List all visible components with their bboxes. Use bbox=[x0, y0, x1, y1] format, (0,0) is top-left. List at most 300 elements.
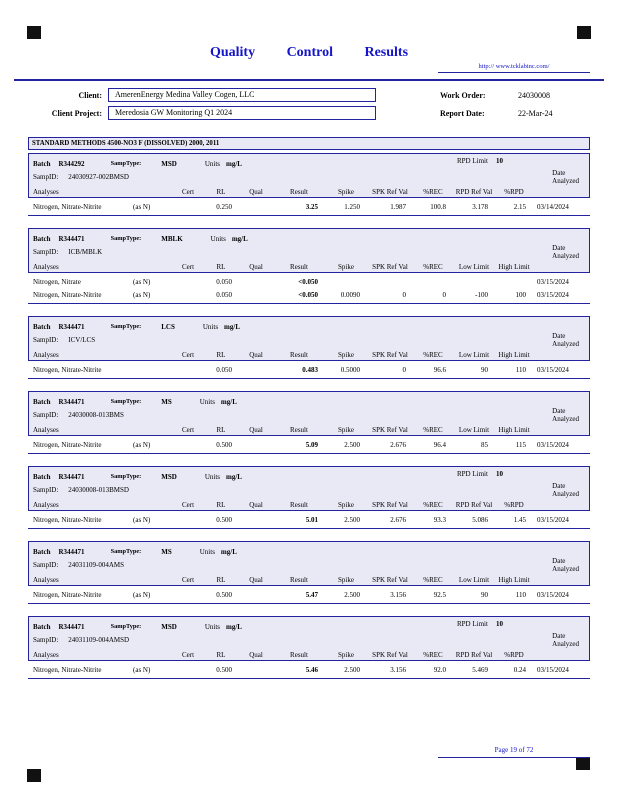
samptype-label: SampType: bbox=[110, 548, 142, 555]
samptype-label: SampType: bbox=[110, 473, 142, 480]
col-header-qual: Qual bbox=[249, 501, 263, 509]
batch-header-box bbox=[28, 153, 590, 198]
rec-value: 93.3 bbox=[433, 515, 446, 524]
col-header-cert: Cert bbox=[181, 351, 195, 359]
date-analyzed-header bbox=[552, 632, 579, 649]
result-value: 5.09 bbox=[305, 440, 318, 449]
rec-value: 92.0 bbox=[433, 665, 446, 674]
col-header-result: Result bbox=[290, 351, 308, 359]
col-header-lim2: %RPD bbox=[504, 188, 524, 196]
col-header-rec: %REC bbox=[423, 651, 443, 659]
analyte-asn: (as N) bbox=[133, 202, 151, 211]
spike-value: 0.5000 bbox=[340, 365, 360, 374]
lim1-value: 90 bbox=[481, 590, 488, 599]
sampid-line bbox=[33, 633, 585, 649]
analyte-row bbox=[33, 513, 590, 526]
analyte-rows bbox=[28, 198, 590, 216]
lim1-value: 3.178 bbox=[472, 202, 488, 211]
col-header-qual: Qual bbox=[249, 188, 263, 196]
batch-header-box bbox=[28, 616, 590, 661]
rec-value: 96.6 bbox=[433, 365, 446, 374]
col-header-result: Result bbox=[290, 501, 308, 509]
method-header-bar: STANDARD METHODS 4500-NO3 F (DISSOLVED) 2000, 2011 bbox=[28, 137, 590, 150]
lim1-value: 85 bbox=[481, 440, 488, 449]
col-header-cert: Cert bbox=[181, 188, 195, 196]
sampid-value: 24030927-002BMSD bbox=[68, 172, 129, 181]
date-label: Date bbox=[552, 557, 566, 565]
sampid-label: SampID: bbox=[33, 247, 59, 256]
rec-value: 92.5 bbox=[433, 590, 446, 599]
registration-mark-bottom-left bbox=[27, 769, 41, 782]
lim2-value: 110 bbox=[515, 365, 526, 374]
date-label: Date bbox=[552, 169, 566, 177]
batch-number: R344292 bbox=[58, 159, 85, 168]
col-header-result: Result bbox=[290, 651, 308, 659]
col-header-rl: RL bbox=[216, 426, 226, 434]
col-header-spk-ref: SPK Ref Val bbox=[372, 426, 408, 434]
column-headers bbox=[33, 646, 585, 660]
analyte-row bbox=[33, 288, 590, 301]
units-value: mg/L bbox=[231, 234, 248, 243]
col-header-analyses: Analyses bbox=[33, 263, 59, 271]
samptype-value: LCS bbox=[161, 322, 175, 331]
batch-line bbox=[33, 232, 585, 245]
report-date-label: Report Date: bbox=[440, 108, 485, 118]
units-value: mg/L bbox=[224, 322, 240, 331]
analyzed-label: Analyzed bbox=[552, 640, 579, 649]
qc-section-lcs bbox=[28, 316, 590, 379]
column-headers bbox=[33, 183, 585, 197]
batch-header-box bbox=[28, 316, 590, 361]
qc-section-msd-1 bbox=[28, 153, 590, 216]
lim2-value: 110 bbox=[515, 590, 526, 599]
lab-url-link[interactable]: http:// www.tcklabinc.com/ bbox=[438, 63, 590, 73]
lim1-value: 90 bbox=[481, 365, 488, 374]
col-header-lim1: Low Limit bbox=[458, 263, 490, 271]
batch-label: Batch bbox=[33, 547, 51, 556]
date-analyzed-header bbox=[552, 407, 579, 424]
header-rule bbox=[14, 79, 604, 81]
client-value: AmerenEnergy Medina Valley Cogen, LLC bbox=[108, 88, 376, 102]
col-header-qual: Qual bbox=[249, 263, 263, 271]
date-analyzed-header bbox=[552, 482, 579, 499]
units-value: mg/L bbox=[225, 159, 242, 168]
analyte-rows bbox=[28, 511, 590, 529]
date-analyzed-header bbox=[552, 557, 579, 574]
rl-value: 0.500 bbox=[216, 590, 232, 599]
sampid-line bbox=[33, 408, 585, 424]
analyte-rows bbox=[28, 436, 590, 454]
analyte-rows bbox=[28, 273, 590, 304]
batch-number: R344471 bbox=[58, 397, 85, 406]
batch-line bbox=[33, 157, 585, 170]
analyte-rows bbox=[28, 586, 590, 604]
analyte-row bbox=[33, 438, 590, 451]
col-header-lim1: RPD Ref Val bbox=[455, 188, 493, 196]
rl-value: 0.050 bbox=[216, 290, 232, 299]
col-header-lim1: RPD Ref Val bbox=[455, 651, 493, 659]
analyzed-label: Analyzed bbox=[552, 490, 579, 499]
date-analyzed-value: 03/15/2024 bbox=[537, 665, 569, 674]
batch-number: R344471 bbox=[58, 472, 85, 481]
col-header-rl: RL bbox=[216, 351, 226, 359]
date-label: Date bbox=[552, 632, 566, 640]
samptype-label: SampType: bbox=[110, 623, 142, 630]
analyzed-label: Analyzed bbox=[552, 340, 579, 349]
samptype-label: SampType: bbox=[110, 235, 142, 242]
rpd-limit bbox=[457, 470, 503, 478]
col-header-rec: %REC bbox=[423, 576, 443, 584]
lim2-value: 1.45 bbox=[513, 515, 526, 524]
sampid-line bbox=[33, 245, 585, 261]
rec-value: 100.8 bbox=[430, 202, 446, 211]
col-header-analyses: Analyses bbox=[33, 501, 59, 509]
page-title: Quality Control Results bbox=[209, 45, 409, 60]
sampid-line bbox=[33, 558, 585, 574]
units-label: Units bbox=[202, 322, 219, 331]
col-header-spk-ref: SPK Ref Val bbox=[372, 576, 408, 584]
rl-value: 0.050 bbox=[216, 365, 232, 374]
column-headers bbox=[33, 346, 585, 360]
analyte-name: Nitrogen, Nitrate-Nitrite bbox=[33, 590, 102, 599]
result-value: <0.050 bbox=[298, 277, 318, 286]
sampid-value: 24031109-004AMS bbox=[68, 560, 125, 569]
col-header-rec: %REC bbox=[423, 351, 443, 359]
lim2-value: 0.24 bbox=[513, 665, 526, 674]
col-header-cert: Cert bbox=[181, 263, 195, 271]
analyte-rows bbox=[28, 661, 590, 679]
sampid-value: ICB/MBLK bbox=[68, 247, 103, 256]
col-header-rl: RL bbox=[216, 576, 226, 584]
spk-ref-value: 0 bbox=[402, 290, 406, 299]
date-analyzed-value: 03/15/2024 bbox=[537, 365, 569, 374]
sampid-line bbox=[33, 170, 585, 186]
samptype-value: MSD bbox=[161, 472, 177, 481]
sampid-value: ICV/LCS bbox=[68, 335, 96, 344]
col-header-analyses: Analyses bbox=[33, 651, 59, 659]
result-value: 3.25 bbox=[305, 202, 318, 211]
report-date-group bbox=[440, 109, 590, 118]
col-header-qual: Qual bbox=[249, 426, 263, 434]
col-header-spike: Spike bbox=[338, 576, 354, 584]
col-header-analyses: Analyses bbox=[33, 188, 59, 196]
col-header-result: Result bbox=[290, 263, 308, 271]
spk-ref-value: 3.156 bbox=[390, 665, 406, 674]
date-analyzed-value: 03/15/2024 bbox=[537, 440, 569, 449]
analyte-asn: (as N) bbox=[133, 590, 151, 599]
samptype-value: MS bbox=[161, 547, 172, 556]
spk-ref-value: 0 bbox=[402, 365, 406, 374]
col-header-spike: Spike bbox=[338, 501, 354, 509]
col-header-cert: Cert bbox=[181, 426, 195, 434]
samptype-value: MSD bbox=[161, 622, 177, 631]
col-header-spk-ref: SPK Ref Val bbox=[372, 188, 408, 196]
result-value: 0.483 bbox=[302, 365, 318, 374]
rpd-limit-label: RPD Limit bbox=[457, 470, 488, 478]
col-header-qual: Qual bbox=[249, 651, 263, 659]
col-header-lim2: High Limit bbox=[498, 426, 530, 434]
batch-label: Batch bbox=[33, 397, 51, 406]
units-label: Units bbox=[204, 622, 220, 631]
batch-number: R344471 bbox=[58, 622, 85, 631]
result-value: 5.01 bbox=[305, 515, 318, 524]
col-header-lim1: Low Limit bbox=[458, 426, 490, 434]
date-analyzed-value: 03/15/2024 bbox=[537, 515, 569, 524]
date-label: Date bbox=[552, 407, 566, 415]
date-analyzed-header bbox=[552, 169, 579, 186]
batch-number: R344471 bbox=[58, 322, 85, 331]
col-header-lim2: High Limit bbox=[498, 263, 530, 271]
rpd-limit-value: 10 bbox=[495, 470, 503, 478]
analyzed-label: Analyzed bbox=[552, 177, 579, 186]
batch-header-box bbox=[28, 466, 590, 511]
batch-line bbox=[33, 395, 585, 408]
qc-section-mblk bbox=[28, 228, 590, 304]
analyte-row bbox=[33, 275, 590, 288]
analyte-row bbox=[33, 663, 590, 676]
sampid-label: SampID: bbox=[33, 335, 59, 344]
sampid-label: SampID: bbox=[33, 485, 59, 494]
col-header-rl: RL bbox=[216, 501, 226, 509]
col-header-spk-ref: SPK Ref Val bbox=[372, 501, 408, 509]
analyte-asn: (as N) bbox=[133, 440, 151, 449]
spk-ref-value: 2.676 bbox=[390, 515, 406, 524]
units-label: Units bbox=[199, 547, 215, 556]
analyte-asn: (as N) bbox=[133, 515, 151, 524]
col-header-spike: Spike bbox=[338, 263, 354, 271]
sampid-label: SampID: bbox=[33, 172, 59, 181]
batch-line bbox=[33, 545, 585, 558]
batch-number: R344471 bbox=[58, 547, 85, 556]
spk-ref-value: 3.156 bbox=[390, 590, 406, 599]
col-header-lim1: Low Limit bbox=[458, 351, 490, 359]
rpd-limit-label: RPD Limit bbox=[457, 620, 488, 628]
analyte-name: Nitrogen, Nitrate-Nitrite bbox=[33, 365, 102, 374]
rpd-limit-label: RPD Limit bbox=[457, 157, 488, 165]
rl-value: 0.500 bbox=[216, 440, 232, 449]
batch-header-box bbox=[28, 541, 590, 586]
qc-section-msd-2 bbox=[28, 466, 590, 529]
work-order-group bbox=[440, 91, 590, 100]
units-label: Units bbox=[204, 472, 220, 481]
col-header-cert: Cert bbox=[181, 501, 195, 509]
col-header-cert: Cert bbox=[181, 651, 195, 659]
samptype-label: SampType: bbox=[110, 323, 142, 330]
rec-value: 0 bbox=[442, 290, 446, 299]
samptype-label: SampType: bbox=[110, 398, 142, 405]
column-headers bbox=[33, 496, 585, 510]
analyte-name: Nitrogen, Nitrate-Nitrite bbox=[33, 440, 102, 449]
spike-value: 0.0090 bbox=[340, 290, 360, 299]
date-label: Date bbox=[552, 244, 566, 252]
analyte-row bbox=[33, 363, 590, 376]
samptype-value: MSD bbox=[161, 159, 177, 168]
analyte-row bbox=[33, 588, 590, 601]
qc-section-ms-2 bbox=[28, 541, 590, 604]
batch-number: R344471 bbox=[58, 234, 85, 243]
col-header-lim2: High Limit bbox=[498, 351, 530, 359]
units-label: Units bbox=[210, 234, 226, 243]
analyzed-label: Analyzed bbox=[552, 415, 579, 424]
date-label: Date bbox=[552, 332, 566, 340]
col-header-cert: Cert bbox=[181, 576, 195, 584]
date-label: Date bbox=[552, 482, 566, 490]
col-header-rec: %REC bbox=[423, 263, 443, 271]
col-header-qual: Qual bbox=[249, 576, 263, 584]
batch-label: Batch bbox=[33, 322, 51, 331]
rec-value: 96.4 bbox=[433, 440, 446, 449]
sampid-value: 24031109-004AMSD bbox=[68, 635, 130, 644]
col-header-spike: Spike bbox=[338, 426, 354, 434]
sampid-label: SampID: bbox=[33, 410, 59, 419]
col-header-rl: RL bbox=[216, 188, 226, 196]
registration-mark-top-right bbox=[577, 26, 591, 39]
lim2-value: 100 bbox=[515, 290, 526, 299]
spike-value: 2.500 bbox=[344, 440, 360, 449]
col-header-rec: %REC bbox=[423, 501, 443, 509]
samptype-label: SampType: bbox=[110, 160, 142, 167]
result-value: <0.050 bbox=[298, 290, 318, 299]
col-header-spike: Spike bbox=[338, 188, 354, 196]
lim1-value: 5.086 bbox=[472, 515, 488, 524]
qc-section-msd-3 bbox=[28, 616, 590, 679]
rl-value: 0.500 bbox=[216, 665, 232, 674]
units-label: Units bbox=[199, 397, 215, 406]
client-project-label: Client Project: bbox=[51, 108, 102, 118]
date-analyzed-value: 03/14/2024 bbox=[537, 202, 569, 211]
col-header-analyses: Analyses bbox=[33, 351, 59, 359]
col-header-lim2: High Limit bbox=[498, 576, 530, 584]
col-header-lim1: RPD Ref Val bbox=[455, 501, 493, 509]
samptype-value: MBLK bbox=[161, 234, 183, 243]
analyte-name: Nitrogen, Nitrate bbox=[33, 277, 81, 286]
lim2-value: 2.15 bbox=[513, 202, 526, 211]
sampid-label: SampID: bbox=[33, 635, 59, 644]
rl-value: 0.250 bbox=[216, 202, 232, 211]
units-value: mg/L bbox=[225, 622, 242, 631]
units-value: mg/L bbox=[220, 547, 237, 556]
samptype-value: MS bbox=[161, 397, 172, 406]
analyte-asn: (as N) bbox=[133, 665, 151, 674]
lim2-value: 115 bbox=[515, 440, 526, 449]
analyte-name: Nitrogen, Nitrate-Nitrite bbox=[33, 665, 102, 674]
result-value: 5.47 bbox=[305, 590, 318, 599]
units-value: mg/L bbox=[220, 397, 237, 406]
date-analyzed-header bbox=[552, 244, 579, 261]
analyte-row bbox=[33, 200, 590, 213]
qc-section-ms-1 bbox=[28, 391, 590, 454]
lim1-value: 5.469 bbox=[472, 665, 488, 674]
col-header-rec: %REC bbox=[423, 188, 443, 196]
result-value: 5.46 bbox=[305, 665, 318, 674]
date-analyzed-value: 03/15/2024 bbox=[537, 290, 569, 299]
registration-mark-top-left bbox=[27, 26, 41, 39]
analyzed-label: Analyzed bbox=[552, 565, 579, 574]
work-order-label: Work Order: bbox=[440, 90, 486, 100]
units-value: mg/L bbox=[225, 472, 242, 481]
rpd-limit bbox=[457, 157, 503, 165]
sampid-label: SampID: bbox=[33, 560, 59, 569]
date-analyzed-value: 03/15/2024 bbox=[537, 590, 569, 599]
col-header-spk-ref: SPK Ref Val bbox=[372, 351, 408, 359]
col-header-spk-ref: SPK Ref Val bbox=[372, 651, 408, 659]
analyte-name: Nitrogen, Nitrate-Nitrite bbox=[33, 202, 102, 211]
qc-results-body bbox=[28, 137, 590, 691]
col-header-result: Result bbox=[290, 188, 308, 196]
rpd-limit-value: 10 bbox=[495, 157, 503, 165]
col-header-result: Result bbox=[290, 426, 308, 434]
col-header-analyses: Analyses bbox=[33, 576, 59, 584]
col-header-rl: RL bbox=[216, 651, 226, 659]
analyte-name: Nitrogen, Nitrate-Nitrite bbox=[33, 290, 102, 299]
sampid-line bbox=[33, 333, 585, 349]
analyte-asn: (as N) bbox=[133, 290, 151, 299]
client-label: Client: bbox=[78, 90, 102, 100]
spk-ref-value: 2.676 bbox=[390, 440, 406, 449]
batch-header-box bbox=[28, 228, 590, 273]
col-header-lim2: %RPD bbox=[504, 501, 524, 509]
analyte-rows bbox=[28, 361, 590, 379]
column-headers bbox=[33, 421, 585, 435]
date-analyzed-header bbox=[552, 332, 579, 349]
spike-value: 2.500 bbox=[344, 665, 360, 674]
col-header-rec: %REC bbox=[423, 426, 443, 434]
sampid-value: 24030008-013BMSD bbox=[68, 485, 129, 494]
column-headers bbox=[33, 258, 585, 272]
col-header-rl: RL bbox=[216, 263, 226, 271]
column-headers bbox=[33, 571, 585, 585]
col-header-result: Result bbox=[290, 576, 308, 584]
batch-line bbox=[33, 320, 585, 333]
batch-line bbox=[33, 620, 585, 633]
sampid-value: 24030008-013BMS bbox=[68, 410, 124, 419]
report-info bbox=[28, 88, 590, 124]
analyzed-label: Analyzed bbox=[552, 252, 579, 261]
project-row bbox=[28, 106, 590, 120]
rl-value: 0.050 bbox=[216, 277, 232, 286]
page-number: Page 19 of 72 bbox=[438, 746, 590, 758]
units-label: Units bbox=[204, 159, 220, 168]
registration-mark-bottom-right bbox=[576, 757, 590, 770]
batch-header-box bbox=[28, 391, 590, 436]
col-header-lim1: Low Limit bbox=[458, 576, 490, 584]
client-project-value: Meredosia GW Monitoring Q1 2024 bbox=[108, 106, 376, 120]
batch-label: Batch bbox=[33, 622, 51, 631]
batch-label: Batch bbox=[33, 234, 51, 243]
sampid-line bbox=[33, 483, 585, 499]
spike-value: 2.500 bbox=[344, 515, 360, 524]
col-header-lim2: %RPD bbox=[504, 651, 524, 659]
client-row bbox=[28, 88, 590, 102]
col-header-spike: Spike bbox=[338, 351, 354, 359]
spike-value: 2.500 bbox=[344, 590, 360, 599]
col-header-analyses: Analyses bbox=[33, 426, 59, 434]
batch-label: Batch bbox=[33, 159, 51, 168]
spike-value: 1.250 bbox=[344, 202, 360, 211]
col-header-qual: Qual bbox=[249, 351, 263, 359]
lim1-value: -100 bbox=[475, 290, 488, 299]
rpd-limit bbox=[457, 620, 503, 628]
col-header-spike: Spike bbox=[338, 651, 354, 659]
analyte-name: Nitrogen, Nitrate-Nitrite bbox=[33, 515, 102, 524]
batch-line bbox=[33, 470, 585, 483]
col-header-spk-ref: SPK Ref Val bbox=[372, 263, 408, 271]
date-analyzed-value: 03/15/2024 bbox=[537, 277, 569, 286]
rl-value: 0.500 bbox=[216, 515, 232, 524]
work-order-value: 24030008 bbox=[518, 90, 550, 100]
analyte-asn: (as N) bbox=[133, 277, 151, 286]
batch-label: Batch bbox=[33, 472, 51, 481]
